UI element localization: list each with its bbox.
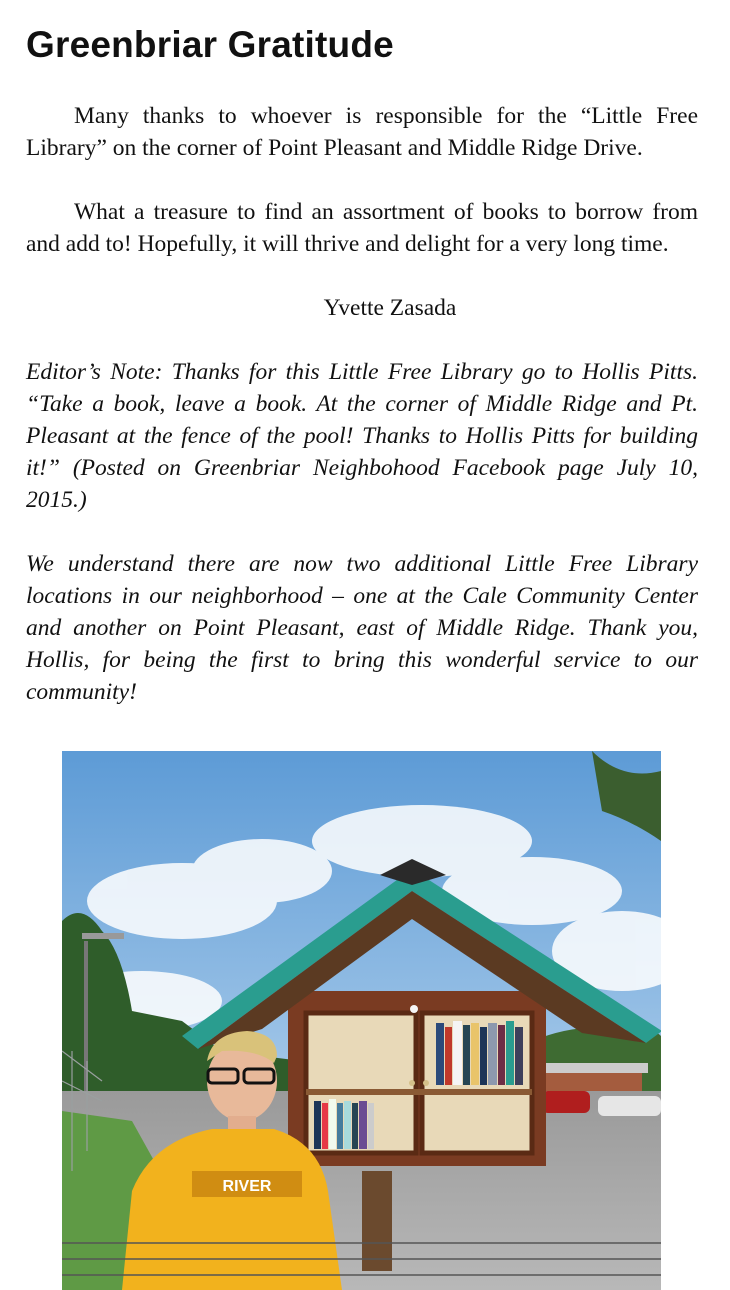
white-car — [598, 1096, 661, 1116]
red-car — [542, 1091, 590, 1113]
library-photo-illustration — [62, 751, 661, 1290]
books-bottom — [314, 1099, 374, 1149]
editors-note: Editor’s Note: Thanks for this Little Free Library go to Hollis Pitts. “Take a book, leave a book. At the corner of Middle Ridge and Pt. Pleasant at the fence of the pool! Thanks to Hollis Pitts for building it!” (Posted on Greenbriar Neighbohood Facebook page July 10, 2015.) — [26, 359, 698, 513]
paragraph-treasure: What a treasure to find an assortment of books to borrow from and add to! Hopefully, it will thrive and delight for a very long time. — [26, 199, 698, 257]
article-title: Greenbriar Gratitude — [26, 24, 394, 65]
followup-note: We understand there are now two additional Little Free Library locations in our neighborhood – one at the Cale Community Center and another on Point Pleasant, east of Middle Ridge. Thank you, Hollis, for being the first to bring this wonderful service to our community! — [26, 551, 698, 705]
library-photo — [62, 751, 661, 1290]
library-post — [362, 1171, 392, 1271]
signature: Yvette Zasada — [323, 295, 457, 321]
shirt-print: RIVER — [222, 1178, 272, 1195]
paragraph-thanks: Many thanks to whoever is responsible for the “Little Free Library” on the corner of Point Pleasant and Middle Ridge Drive. — [26, 103, 698, 161]
